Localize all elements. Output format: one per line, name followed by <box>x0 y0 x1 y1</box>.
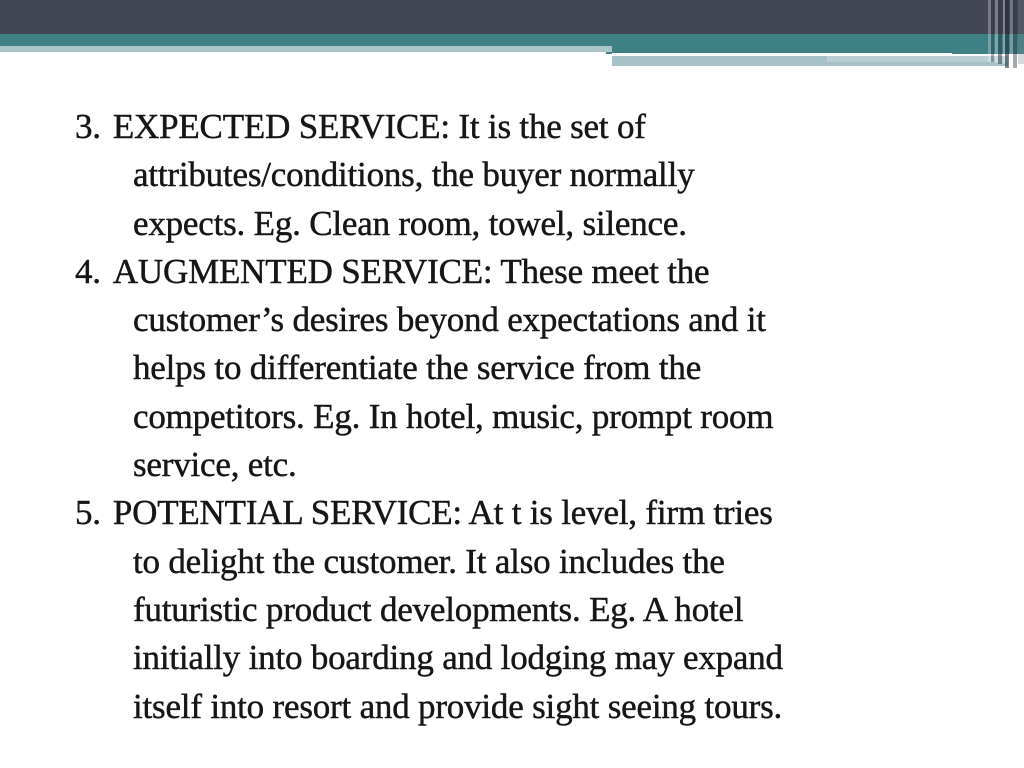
list-item <box>0 248 1024 489</box>
item-text: EXPECTED SERVICE: It is the set of <box>112 107 646 146</box>
corner-stripe <box>991 0 994 62</box>
list-item-first-line <box>0 103 1024 151</box>
list-item-first-line <box>0 489 1024 537</box>
steel-band-light <box>827 56 1008 62</box>
list-item-first-line <box>0 248 1024 296</box>
item-text: AUGMENTED SERVICE: These meet the <box>112 251 710 291</box>
item-text: POTENTIAL SERVICE: At t is level, firm tries <box>112 493 773 533</box>
corner-stripe <box>1018 0 1024 64</box>
corner-stripe <box>1005 0 1009 68</box>
corner-stripe <box>998 0 1002 64</box>
item-text-line: itself into resort and provide sight seeing tours. <box>133 686 783 726</box>
list-item <box>0 103 1024 248</box>
item-text-line: expects. Eg. Clean room, towel, silence. <box>133 203 687 243</box>
white-accent-line <box>612 53 952 57</box>
list-item <box>0 489 1024 730</box>
item-text-line: competitors. Eg. In hotel, music, prompt room <box>133 396 774 436</box>
corner-stripe <box>1013 0 1017 68</box>
dark-band <box>0 0 1024 34</box>
item-text-line: futuristic product developments. Eg. A hotel <box>133 589 744 629</box>
steel-strip-left <box>0 46 612 52</box>
item-text-line: customer’s desires beyond expectations and it <box>133 300 766 340</box>
item-text-line: initially into boarding and lodging may expand <box>133 638 783 678</box>
item-text-line: helps to differentiate the service from the <box>133 348 702 388</box>
item-number: 4. <box>75 251 101 291</box>
item-text-line: service, etc. <box>133 445 297 485</box>
teal-block-right <box>606 34 1024 54</box>
item-number: 3. <box>75 107 101 146</box>
item-text-line: to delight the customer. It also includes the <box>133 541 725 581</box>
numbered-list <box>0 103 1024 731</box>
item-text-line: attributes/conditions, the buyer normally <box>133 155 695 195</box>
item-number: 5. <box>75 493 101 533</box>
